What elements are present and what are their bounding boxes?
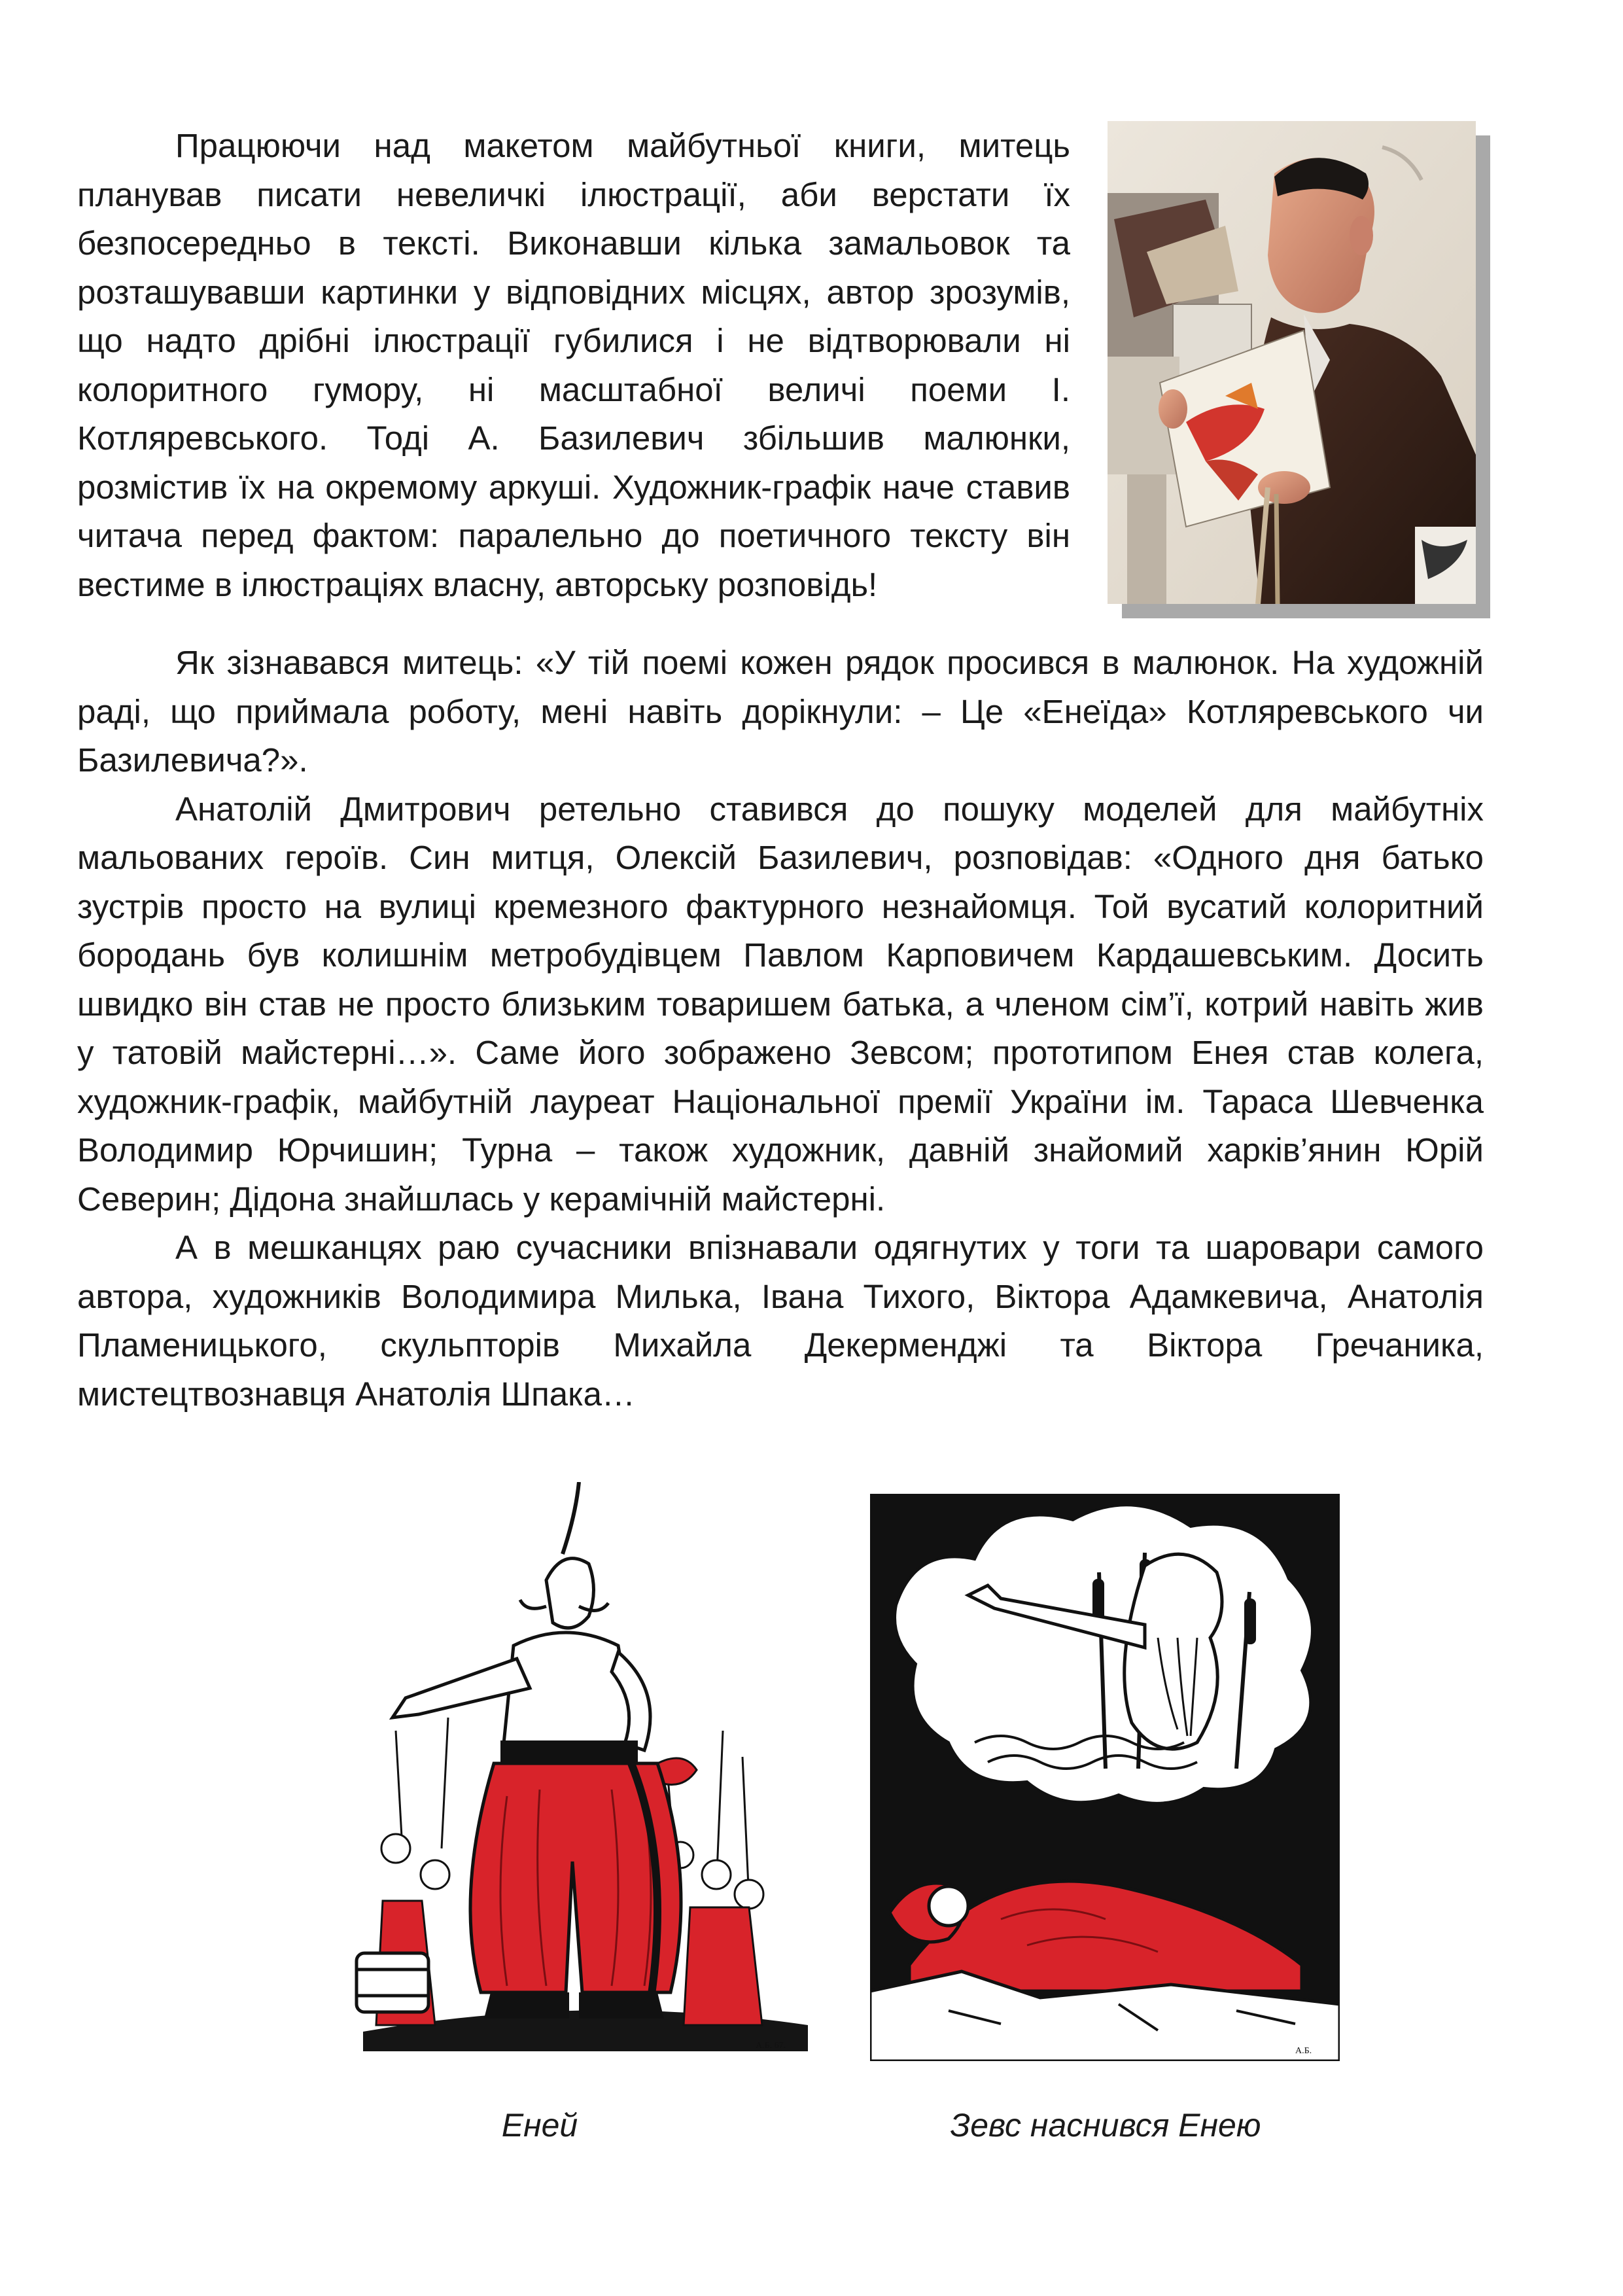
paragraph-1: Працюючи над макетом майбутньої книги, митець планував писати невеличкі ілюстрації, аби верстати їх безпосередньо в тексті. Виконавши кілька замальовок та розташувавши картинки у відповідних місцях, автор зрозумів, що надто дрібні ілюстрації губилися і не відтворювали ні колоритного гумору, ні масштабної величі поеми І. Котляревського. Тоді А. Базилевич збільшив малюнки, розмістив їх на окремому аркуші. Художник-графік наче ставив читача перед фактом: паралельно до поетичного тексту він вестиме в ілюстраціях власну, авторську розповідь!	[77, 127, 1070, 603]
artist-portrait-image	[1108, 121, 1476, 604]
illustration-zevs-dream	[870, 1494, 1340, 2061]
paragraph-4: А в мешканцях раю сучасники впізнавали одягнутих у тоги та шаровари самого автора, художників Володимира Милька, Івана Тихого, Віктора Адамкевича, Анатолія Пламеницького, скульпторів Михайла Декерменджі та Віктора Гречаника, мистецтвознавця Анатолія Шпака…	[77, 1229, 1484, 1413]
paragraph-2: Як зізнавався митець: «У тій поемі кожен рядок просився в малюнок. На художній раді, що приймала роботу, мені навіть дорікнули: – Це «Енеїда» Котляревського чи Базилевича?».	[77, 644, 1484, 779]
artist-signature-right: А.Б.	[1295, 2046, 1312, 2056]
paragraph-3: Анатолій Дмитрович ретельно ставився до пошуку моделей для майбутніх мальованих героїв. Син митця, Олексій Базилевич, розповідав: «Одного дня батько зустрів просто на вулиці кремезного фактурного незнайомця. Той вусатий колоритний бородань був колишнім метробудівцем Павлом Карповичем Кардашевським. Досить швидко він став не просто близьким товаришем батька, а членом сім’ї, котрий навіть жив у татовій майстерні…». Саме його зображено Зевсом; прототипом Енея став колега, художник-графік, майбутній лауреат Національної премії України ім. Тараса Шевченка Володимир Юрчишин; Турна – також художник, давній знайомий харків’янин Юрій Северин; Дідона знайшлась у керамічній майстерні.	[77, 790, 1484, 1218]
caption-zevs: Зевс наснився Енею	[950, 2107, 1261, 2144]
body-text	[77, 639, 1484, 1419]
artist-portrait-photo	[1108, 121, 1490, 618]
illustration-eney	[350, 1482, 821, 2058]
artist-signature-left: А.Б. 67.	[756, 2041, 786, 2051]
caption-eney: Еней	[501, 2107, 578, 2144]
